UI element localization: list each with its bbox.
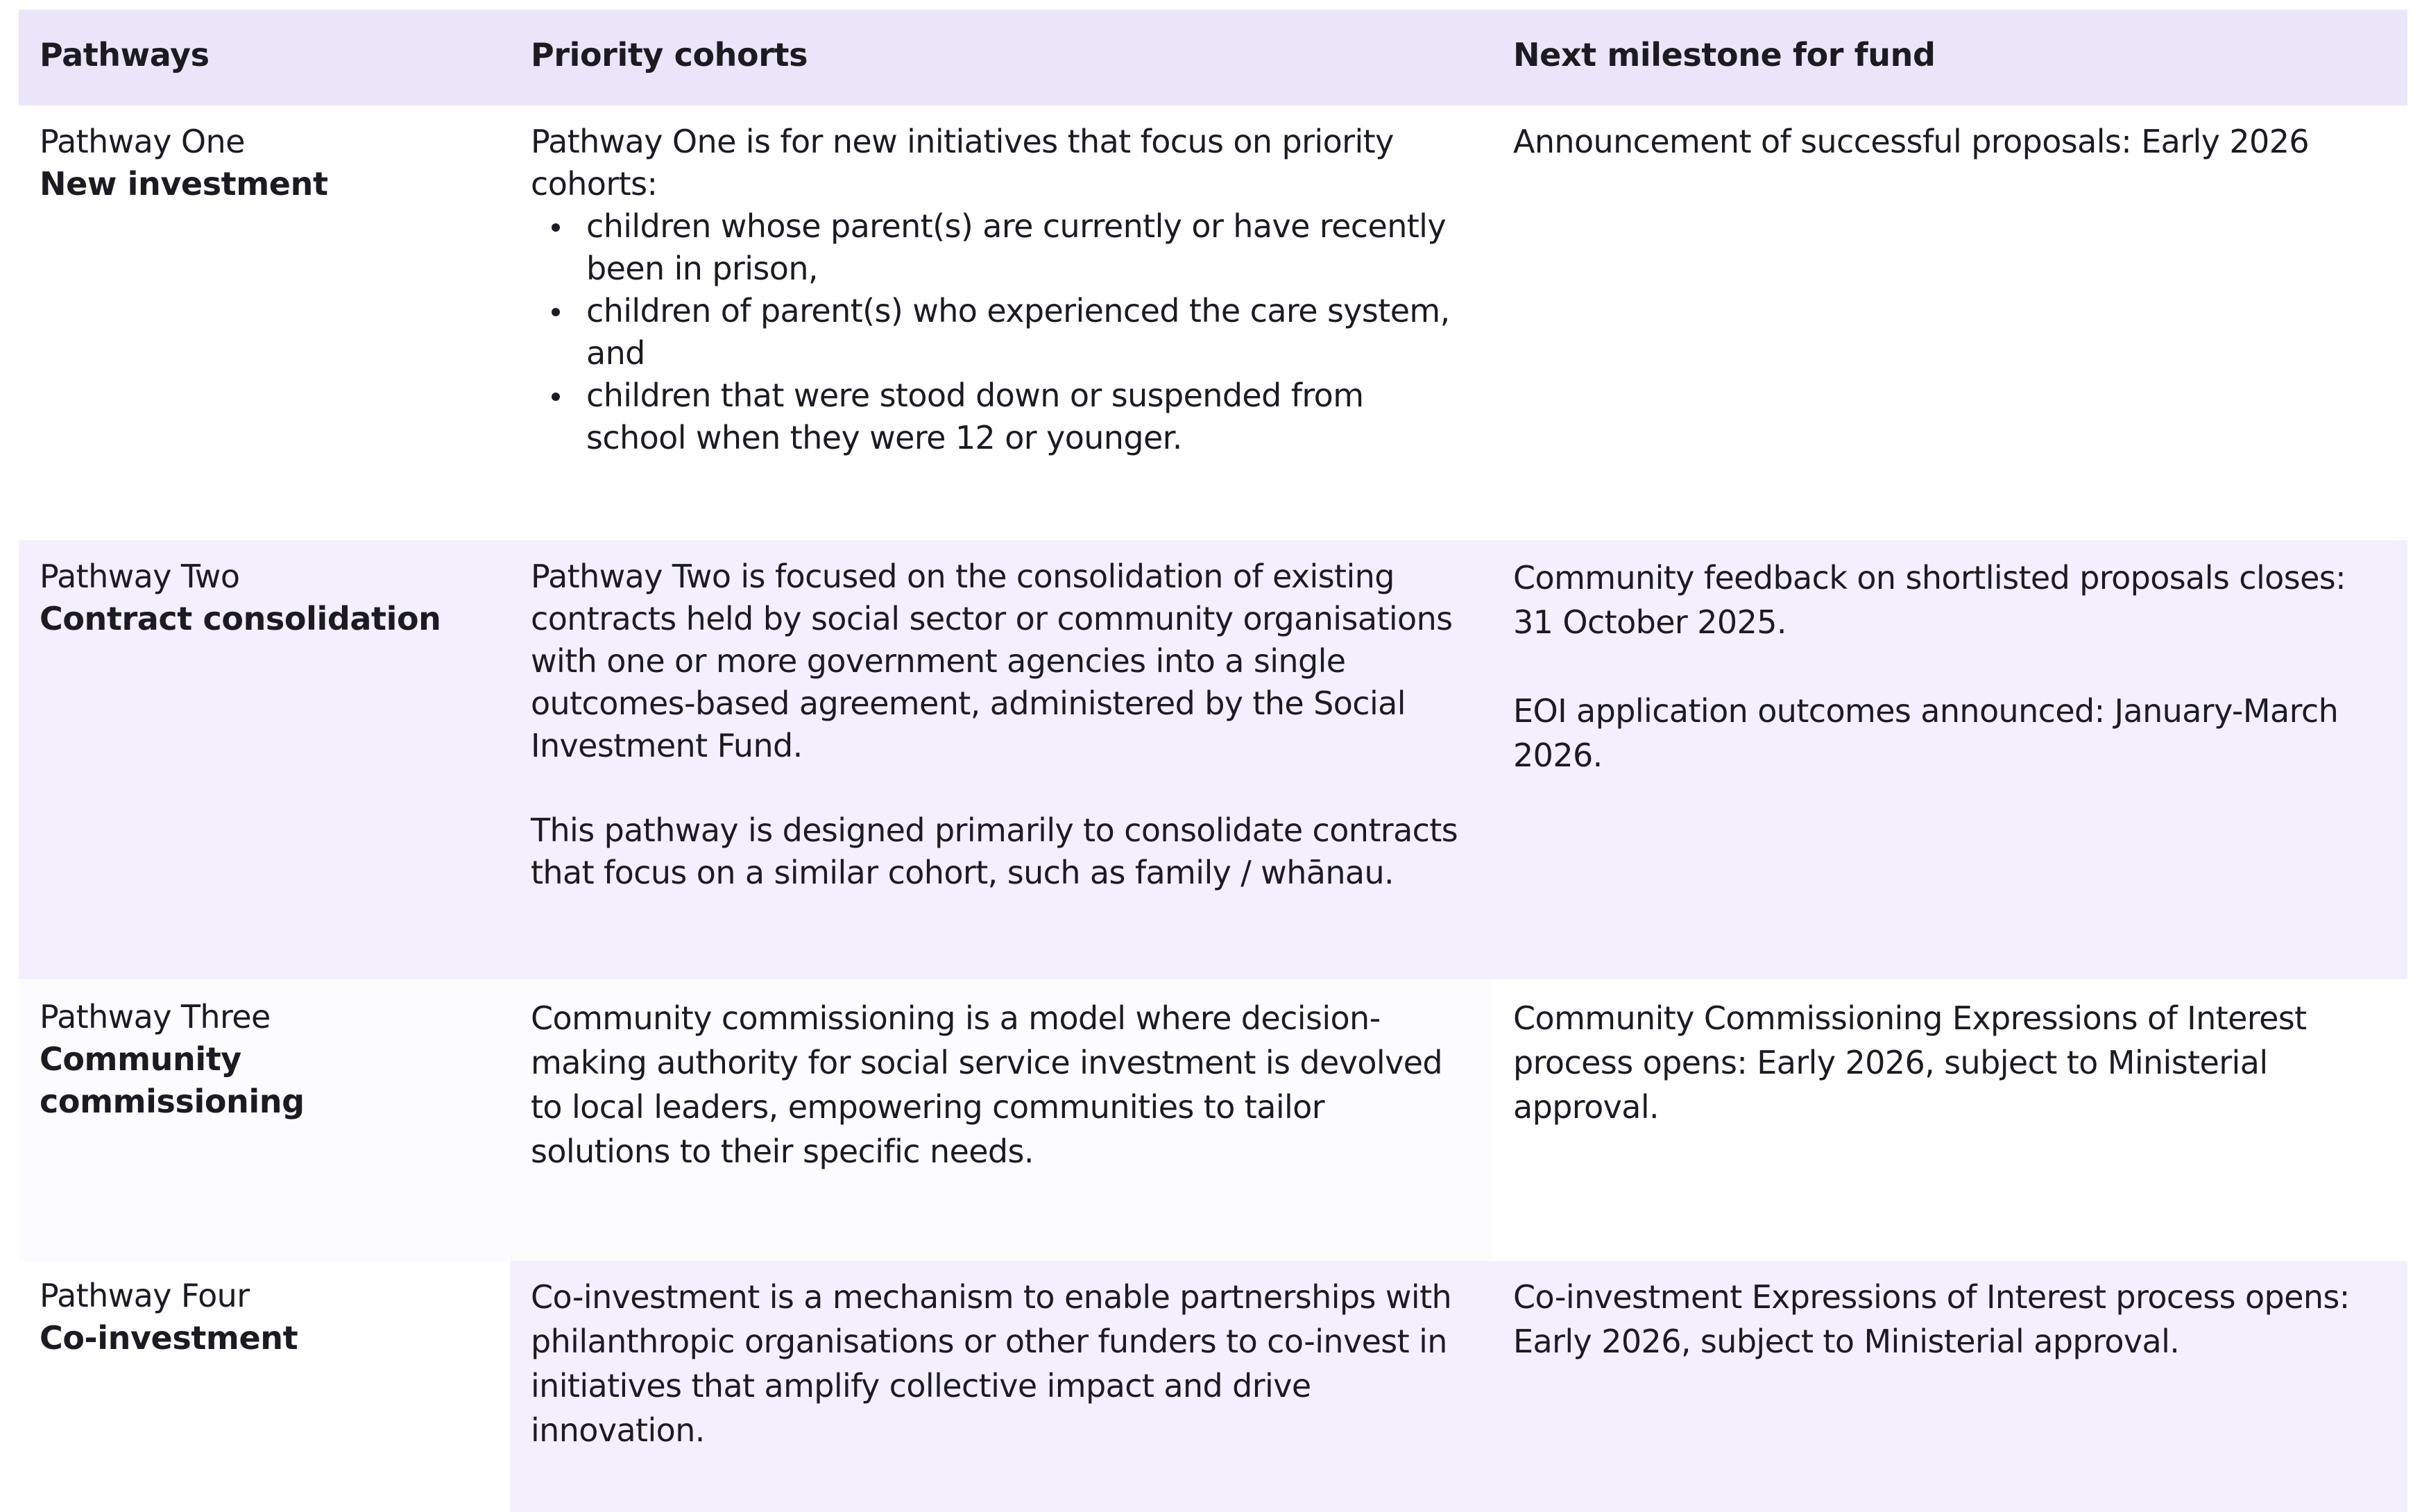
milestone-cell [1492, 1261, 2407, 1512]
pathway-cell [19, 1261, 510, 1512]
list-item: children that were stood down or suspended from school when they were 12 or younger. [531, 375, 1465, 459]
milestone-cell [1492, 979, 2407, 1261]
milestone-text: Announcement of successful proposals: Early 2026 [1513, 123, 2310, 160]
milestone-cell [1492, 540, 2407, 979]
cohorts-list [531, 205, 1465, 459]
cohorts-paragraph: Co-investment is a mechanism to enable partnerships with philanthropic organisations or other funders to co-invest in initiatives that amplify collective impact and drive innovation. [531, 1278, 1452, 1449]
cohorts-intro: Pathway One is for new initiatives that focus on priority cohorts: [531, 123, 1394, 203]
milestone-text: Community Commissioning Expressions of Interest process opens: Early 2026, subject to Ministerial approval. [1513, 999, 2307, 1126]
pathway-cell [19, 540, 510, 979]
milestone-text: EOI application outcomes announced: January-March 2026. [1513, 692, 2339, 774]
table-row-pathway-three [19, 979, 2407, 1261]
milestone-cell [1492, 105, 2407, 540]
priority-cohorts-cell [510, 979, 1492, 1261]
table-row-pathway-four [19, 1261, 2407, 1512]
pathway-cell [19, 105, 510, 540]
cohorts-paragraph: This pathway is designed primarily to consolidate contracts that focus on a similar cohort, such as family / whānau. [531, 811, 1458, 891]
pathway-name: Pathway One [40, 123, 245, 160]
list-item: children whose parent(s) are currently or have recently been in prison, [531, 205, 1465, 290]
priority-cohorts-cell [510, 105, 1492, 540]
priority-cohorts-cell [510, 540, 1492, 979]
table-row-pathway-one [19, 105, 2407, 540]
header-pathways: Pathways [40, 36, 210, 74]
pathway-title: Contract consolidation [40, 600, 441, 637]
list-item: children of parent(s) who experienced the care system, and [531, 290, 1465, 375]
pathway-title: Co-investment [40, 1319, 298, 1357]
milestone-text: Community feedback on shortlisted proposals closes: 31 October 2025. [1513, 559, 2346, 641]
table-row-pathway-two [19, 540, 2407, 979]
cohorts-paragraph: Community commissioning is a model where decision-making authority for social service investment is devolved to local leaders, empowering communities to tailor solutions to their specific needs. [531, 999, 1443, 1170]
milestone-text: Co-investment Expressions of Interest process opens: Early 2026, subject to Ministerial approval. [1513, 1278, 2350, 1360]
header-next-milestone: Next milestone for fund [1513, 36, 1936, 74]
pathway-name: Pathway Four [40, 1277, 250, 1314]
pathway-title: New investment [40, 165, 328, 203]
pathway-cell [19, 979, 510, 1261]
cohorts-paragraph: Pathway Two is focused on the consolidation of existing contracts held by social sector or community organisations with one or more government agencies into a single outcomes-based agreement, administered by the Social Investment Fund. [531, 558, 1453, 764]
table-header-row [19, 10, 2407, 105]
pathways-table [19, 10, 2407, 1512]
pathway-title: Community commissioning [40, 1040, 305, 1120]
pathway-name: Pathway Two [40, 558, 240, 595]
header-priority-cohorts: Priority cohorts [531, 36, 808, 74]
priority-cohorts-cell [510, 1261, 1492, 1512]
pathway-name: Pathway Three [40, 998, 271, 1036]
